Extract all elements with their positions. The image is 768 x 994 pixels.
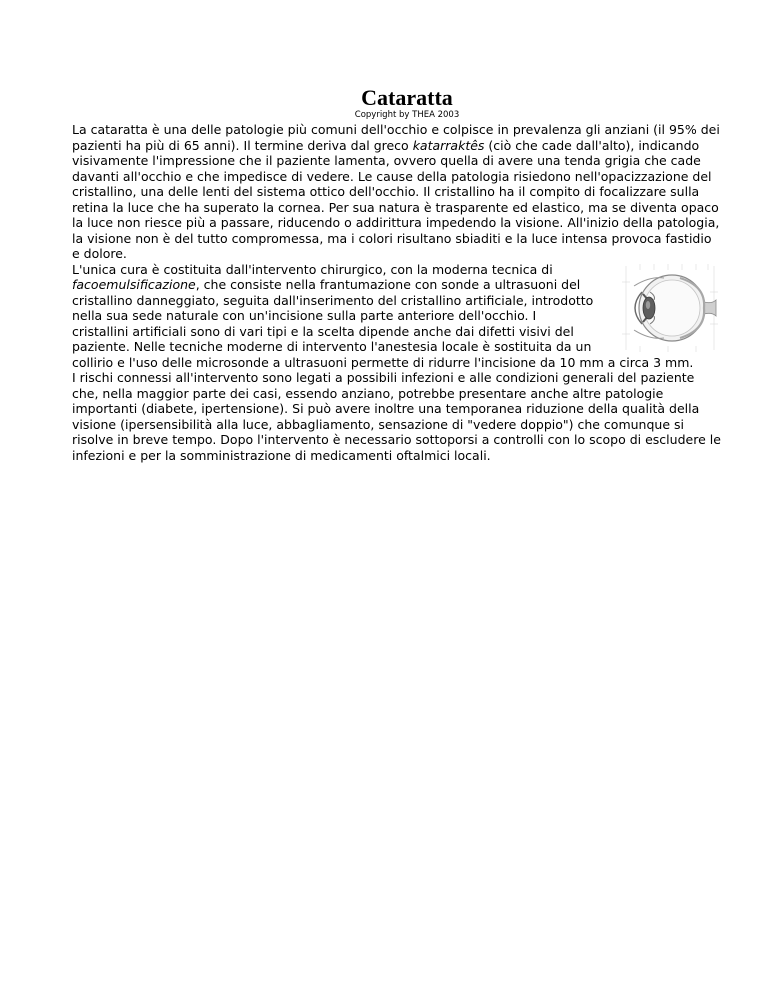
paragraph-intro-text-a: La cataratta è una delle patologie più comuni dell'occhio e colpisce in prevalenza gli anziani (il 95% dei pazienti ha più di 65 anni). Il termine deriva dal greco (72, 122, 720, 153)
greek-term: katarraktês (412, 137, 485, 153)
paragraph-intro-text-b: (ciò che cade dall'alto), indicando visivamente l'impressione che il paziente lamenta, ovvero quella di avere una tenda grigia che cade davanti all'occhio e che impedisce di vedere. Le cause della patologia risiedono nell'opacizzazione del cristallino, una delle lenti del sistema ottico dell'occhio. Il cristallino ha il compito di focalizzare sulla retina la luce che ha superato la cornea. Per sua natura è trasparente ed elastico, ma se diventa opaco la luce non riesce più a passare, riducendo o addirittura impedendo la visione. All'inizio della patologia, la visione non è del tutto compromessa, ma i colori risultano sbiaditi e la luce intensa provoca fastidio e dolore. (72, 137, 720, 261)
copyright-notice: Copyright by THEA 2003 (354, 110, 460, 120)
paragraph-risks: I rischi connessi all'intervento sono legati a possibili infezioni e alle condizioni generali del paziente che, nella maggior parte dei casi, essendo anziano, potrebbe presentare anche altre patologie importanti (diabete, ipertensione). Si può avere inoltre una temporanea riduzione della qualità della visione (ipersensibilità alla luce, abbagliamento, sensazione di "vedere doppio") che comunque si risolve in breve tempo. Dopo l'intervento è necessario sottoporsi a controlli con lo scopo di escludere le infezioni e per la somministrazione di medicamenti oftalmici locali. (72, 370, 721, 463)
article-body (72, 122, 722, 463)
paragraph-surgery-text-a: L'unica cura è costituita dall'intervento chirurgico, con la moderna tecnica di (72, 261, 553, 277)
paragraph-intro (72, 122, 722, 262)
document-page (72, 86, 722, 463)
paragraph-surgery-text-b: , che consiste nella frantumazione con sonde a ultrasuoni del cristallino danneggiato, seguita dall'inserimento del cristallino artificiale, introdotto nella sua sede naturale con un'incisione sulla parte anteriore dell'occhio. I cristallini artificiali sono di vari tipi e la scelta dipende anche dai difetti visivi del paziente. Nelle tecniche moderne di intervento l'anestesia locale è sostituita da un collirio e l'uso delle microsonde a ultrasuoni permette di ridurre l'incisione da 10 mm a circa 3 mm. (72, 277, 694, 370)
page-title: Cataratta (361, 85, 453, 110)
technique-term: facoemulsificazione (72, 277, 196, 292)
eye-anatomy-icon (620, 262, 720, 354)
paragraph-surgery (72, 262, 722, 371)
